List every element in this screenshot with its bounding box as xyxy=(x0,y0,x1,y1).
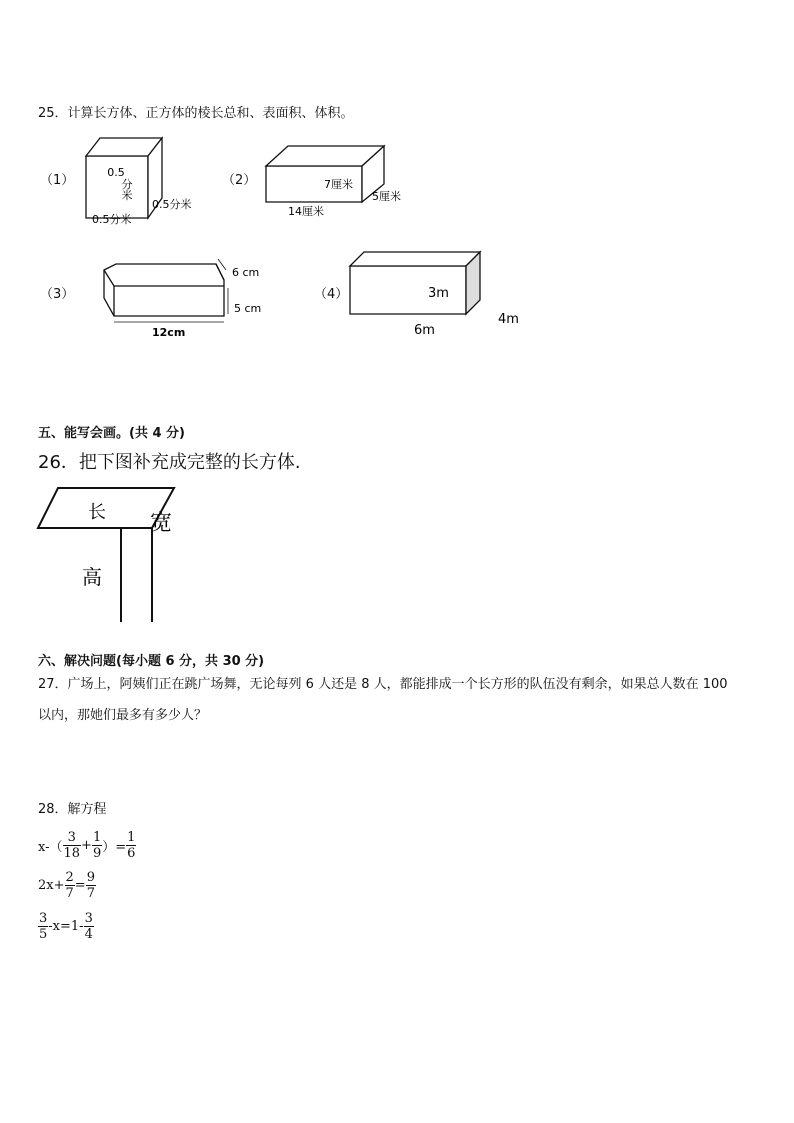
cuboid-figure-4 xyxy=(344,246,534,338)
fig3-width: 6 cm xyxy=(232,266,260,279)
fig1-front-2: 米 xyxy=(121,189,133,202)
equation-1: x-（ $\frac{3}{18}$ + $\frac{1}{9}$ ）= $\frac{1}{6}$ xyxy=(38,830,136,861)
label-width: 宽 xyxy=(150,511,173,536)
section6-title: 六、解决问题(每小题 6 分，共 30 分) xyxy=(38,654,265,669)
fig3-label: （3） xyxy=(40,287,75,302)
q25-text: 25．计算长方体、正方体的棱长总和、表面积、体积。 xyxy=(38,106,354,121)
equation-2: 2x+ $\frac{2}{7}$ = $\frac{9}{7}$ xyxy=(38,870,95,901)
q27-line2: 以内，那她们最多有多少人？ xyxy=(38,708,208,723)
fig4-height: 3m xyxy=(428,286,449,301)
fig1-bottom: 0.5分米 xyxy=(92,213,132,226)
fig3-length: 12cm xyxy=(152,326,186,339)
fig4-width: 4m xyxy=(498,312,519,327)
fig2-height: 7厘米 xyxy=(324,178,353,191)
label-length: 长 xyxy=(88,502,106,523)
fig4-length: 6m xyxy=(414,323,435,338)
fig4-label: （4） xyxy=(314,287,349,302)
cuboid-figure-2 xyxy=(258,138,418,222)
q27-line1: 27．广场上，阿姨们正在跳广场舞，无论每列 6 人还是 8 人，都能排成一个长方形的队伍没有剩余，如果总人数在 100 xyxy=(38,677,728,692)
fig1-front-0: 0.5 xyxy=(107,166,125,179)
q28-title: 28．解方程 xyxy=(38,802,107,817)
incomplete-cuboid-figure xyxy=(34,484,204,626)
section5-title: 五、能写会画。(共 4 分) xyxy=(38,426,185,441)
q26-text: 26．把下图补充成完整的长方体. xyxy=(38,452,301,473)
fig2-width: 5厘米 xyxy=(372,190,401,203)
fig1-side: 0.5分米 xyxy=(152,198,192,211)
label-height: 高 xyxy=(82,565,102,589)
fig1-front-1: 分 xyxy=(121,178,133,191)
fig1-label: （1） xyxy=(40,173,75,188)
fig2-length: 14厘米 xyxy=(288,205,324,218)
cube-figure xyxy=(80,132,205,227)
cuboid-figure-3 xyxy=(98,256,278,342)
equation-3: $\frac{3}{5}$ -x=1- $\frac{3}{4}$ xyxy=(39,911,93,942)
fig2-label: （2） xyxy=(222,173,257,188)
fig3-height: 5 cm xyxy=(234,302,262,315)
